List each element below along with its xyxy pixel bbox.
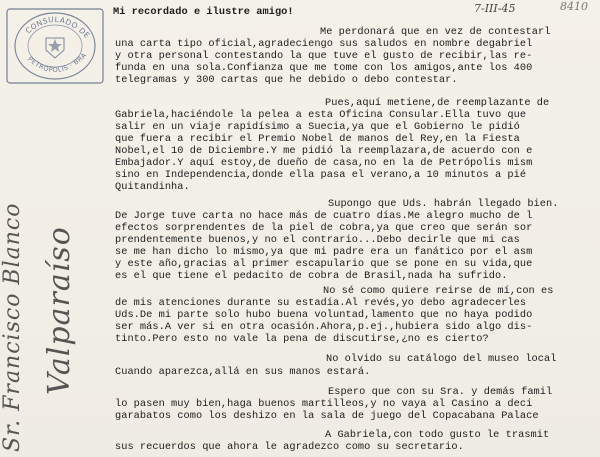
text-line: tinto.Pero esto no vale la pena de discutirse,¿no es cierto? — [115, 333, 489, 345]
consulate-stamp — [6, 8, 104, 84]
text-line: Embajador.Y aquí estoy,de dueño de casa,no en la de Petrópolis mism — [115, 157, 533, 169]
text-line: No olvido su catálogo del museo local — [326, 353, 557, 365]
salutation: Mi recordado e ilustre amigo! — [113, 6, 294, 18]
text-line: que fuera a recibir el Premio Nobel de manos del Rey,en la Fiesta — [115, 133, 520, 145]
text-line: efectos sorprendentes de la piel de cobra,ya que creo que serán sor — [115, 222, 533, 234]
text-line: es el que tiene el pedacito de cobra de Brasil,nada ha sufrido. — [115, 270, 508, 282]
text-line: No sé como quiere reirse de mí,con es — [323, 285, 554, 297]
text-line: funda en una sola.Confianza que me tome con los amigos,ante los 400 — [115, 62, 533, 74]
text-line: una carta tipo oficial,agradeciengo sus saludos en nombre degabriel — [115, 38, 533, 50]
text-line: Quitandinha. — [115, 181, 190, 193]
text-line: y otra personal contestando la que tuve el gusto de recibir,las re- — [115, 50, 533, 62]
text-line: salir en un viaje rapidísimo a Suecia,ya que el Gobierno le pidió — [115, 121, 520, 133]
text-line: se me han dicho lo mismo,ya que mi padre era un fanático por el asm — [115, 246, 533, 258]
text-line: sino en Independencia,donde ella pasa el verano,a 10 minutos a pié — [115, 169, 527, 181]
text-line: y este año,gracias al primer escapulario que se pone en su vida,que — [115, 258, 533, 270]
handwritten-date: 7-III-45 — [474, 2, 516, 15]
text-line: Cuando aparezca,allá en sus manos estará. — [115, 366, 371, 378]
handwritten-side-name: Sr. Francisco Blanco — [0, 202, 25, 452]
text-line: garabatos como los deshizo en la sala de juego del Copacabana Palace — [115, 410, 539, 422]
text-line: Supongo que Uds. habrán llegado bien. — [328, 198, 559, 210]
svg-text:CONSULADO DE CHILE: CONSULADO DE — [23, 14, 92, 41]
text-line: de mis atenciones durante su estadía.Al revés,yo debo agradecerles — [115, 297, 527, 309]
text-line: Pues,aquí metiene,de reemplazante de — [325, 97, 550, 109]
handwritten-side-surname: Valparaíso — [42, 226, 77, 395]
consulate-seal-icon — [6, 8, 104, 84]
text-line: Me perdonará que en vez de contestarl — [320, 26, 551, 38]
text-line: Espero que con su Sra. y demás famil — [328, 386, 553, 398]
text-line: sus recuerdos que ahora le agradezco como su secretario. — [115, 441, 464, 453]
text-line: A Gabriela,con todo gusto le trasmit — [325, 429, 550, 441]
svg-text:PETROPOLIS · BRASIL: PETROPOLIS · BRA — [26, 51, 89, 75]
text-line: Uds.De mi parte solo hubo buena voluntad,lamento que no haya podido — [115, 309, 533, 321]
text-line: De Jorge tuve carta no hace más de cuatro días.Me alegro mucho de l — [115, 210, 533, 222]
text-line: ser más.A ver si en otra ocasión.Ahora,p.ej.,hubiera sido algo dis- — [115, 321, 533, 333]
text-line: Nobel,el 10 de Diciembre.Y me pidió la reemplazara,de acuerdo con e — [115, 145, 533, 157]
archive-number: 8410 — [560, 0, 588, 13]
text-line: prendentemente buenos,y no el contrario...Debo decirle que mi cas — [115, 234, 520, 246]
text-line: lo pasen muy bien,haga buenos martilleos,y no vaya al Casino a deci — [115, 398, 533, 410]
text-line: telegramas y 300 cartas que he debido o debo contestar. — [115, 74, 458, 86]
text-line: Gabriela,haciéndole la pelea a esta Oficina Consular.Ella tuvo que — [115, 109, 527, 121]
